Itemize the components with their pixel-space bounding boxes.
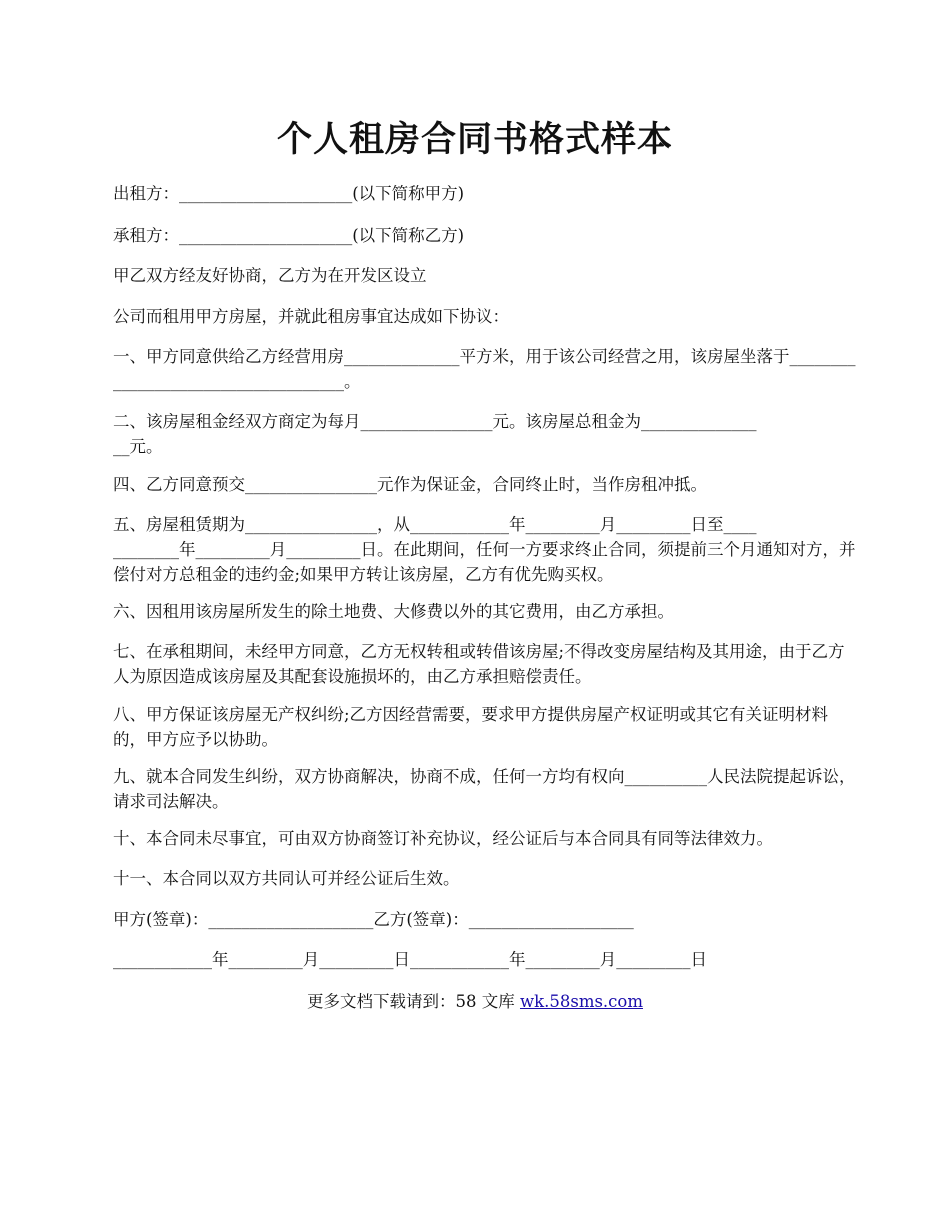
clause-2: 二、该房屋租金经双方商定为每月________________元。该房屋总租金为______________ __元。 — [113, 412, 757, 456]
intro-paragraph-2: 公司而租用甲方房屋，并就此租房事宜达成如下协议： — [113, 307, 509, 326]
clause-8: 八、甲方保证该房屋无产权纠纷;乙方因经营需要，要求甲方提供房屋产权证明或其它有关证明材料的，甲方应予以协助。 — [113, 705, 829, 749]
intro-paragraph-1: 甲乙双方经友好协商，乙方为在开发区设立 — [113, 266, 427, 285]
clause-11: 十一、本合同以双方共同认可并经公证后生效。 — [113, 869, 460, 888]
document-title: 个人租房合同书格式样本 — [276, 119, 673, 160]
clause-7: 七、在承租期间，未经甲方同意，乙方无权转租或转借该房屋;不得改变房屋结构及其用途，由于乙方人为原因造成该房屋及其配套设施损坏的，由乙方承担赔偿责任。 — [113, 642, 845, 686]
clause-6: 六、因租用该房屋所发生的除土地费、大修费以外的其它费用，由乙方承担。 — [113, 602, 674, 621]
signature-line: 甲方(签章)：____________________乙方(签章)：____________________ — [113, 910, 634, 929]
lessor-line: 出租方：_____________________(以下简称甲方) — [113, 184, 465, 203]
footer-text: 更多文档下载请到：58 文库 — [306, 992, 520, 1011]
clause-5: 五、房屋租赁期为________________，从____________年_________月_________日至____ ________年_________月_________日。在此期间，任何一方要求终止合同，须提前三个月通知对方，并偿付对方总租金的违约金;如果甲方转让该房屋，乙方有优先购买权。 — [113, 515, 856, 584]
footer-link[interactable]: wk.58sms.com — [519, 992, 643, 1011]
lessee-line: 承租方：_____________________(以下简称乙方) — [113, 226, 465, 245]
clause-1: 一、甲方同意供给乙方经营用房______________平方米，用于该公司经营之用，该房屋坐落于____________________________________。 — [113, 347, 856, 391]
clause-10: 十、本合同未尽事宜，可由双方协商签订补充协议，经公证后与本合同具有同等法律效力。 — [113, 829, 773, 848]
date-line: ____________年_________月_________日____________年_________月_________日 — [113, 950, 707, 969]
clause-9: 九、就本合同发生纠纷，双方协商解决，协商不成，任何一方均有权向__________人民法院提起诉讼，请求司法解决。 — [113, 767, 856, 811]
clause-4: 四、乙方同意预交________________元作为保证金，合同终止时，当作房租冲抵。 — [113, 475, 707, 494]
footer — [0, 988, 950, 1012]
